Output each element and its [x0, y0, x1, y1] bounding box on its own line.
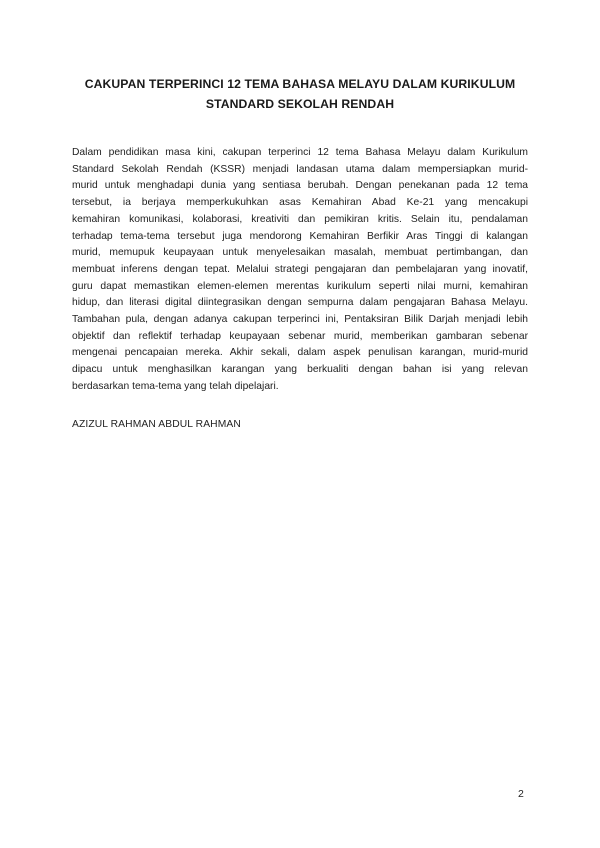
paragraph-line: Standard Sekolah Rendah (KSSR) menjadi landasan utama dalam mempersiapkan murid-	[72, 163, 528, 175]
title-line-2: STANDARD SEKOLAH RENDAH	[205, 97, 395, 111]
paragraph-line: tersebut, ia berjaya memperkukuhkan asas Kemahiran Abad Ke-21 yang mencakupi	[72, 197, 528, 209]
title-line-1: CAKUPAN TERPERINCI 12 TEMA BAHASA MELAYU DALAM KURIKULUM	[84, 77, 516, 91]
author-name: AZIZUL RAHMAN ABDUL RAHMAN	[72, 419, 241, 430]
paragraph-line: kemahiran komunikasi, kolaborasi, kreativiti dan pemikiran kritis. Selain itu, pendalaman	[72, 213, 528, 225]
paragraph-line: membuat inferens dengan tepat. Melalui strategi pengajaran dan pembelajaran yang inovatif,	[72, 263, 528, 275]
paragraph-line: Dalam pendidikan masa kini, cakupan terperinci 12 tema Bahasa Melayu dalam Kurikulum	[72, 147, 528, 158]
page-number: 2	[518, 788, 524, 800]
paragraph-line: objektif dan reflektif terhadap keupayaan sebenar murid, memberikan gambaran sebenar	[72, 330, 528, 342]
paragraph-line: terhadap tema-tema tersebut juga mendorong Kemahiran Berfikir Aras Tinggi di kalangan	[72, 230, 528, 242]
paragraph-line: murid, memupuk keupayaan untuk menyelesaikan masalah, membuat pertimbangan, dan	[72, 247, 528, 259]
document-title	[72, 74, 528, 114]
paragraph-line: dipacu untuk menghasilkan karangan yang berkualiti dengan bahan isi yang relevan	[72, 364, 528, 376]
paragraph-line: hidup, dan literasi digital diintegrasikan dengan sempurna dalam pengajaran Bahasa Melayu.	[72, 297, 528, 309]
paragraph-line: murid untuk menghadapi dunia yang sentiasa berubah. Dengan penekanan pada 12 tema	[72, 180, 528, 192]
paragraph-line: berdasarkan tema-tema yang telah dipelajari.	[72, 380, 279, 392]
paragraph-line: guru dapat memastikan elemen-elemen merentas kurikulum seperti nilai murni, kemahiran	[72, 280, 528, 292]
body-paragraph	[72, 145, 528, 396]
paragraph-line: Tambahan pula, dengan adanya cakupan terperinci ini, Pentaksiran Bilik Darjah menjadi lebih	[72, 314, 528, 326]
paragraph-line: mengenai pencapaian mereka. Akhir sekali, dalam aspek penulisan karangan, murid-murid	[72, 347, 528, 359]
